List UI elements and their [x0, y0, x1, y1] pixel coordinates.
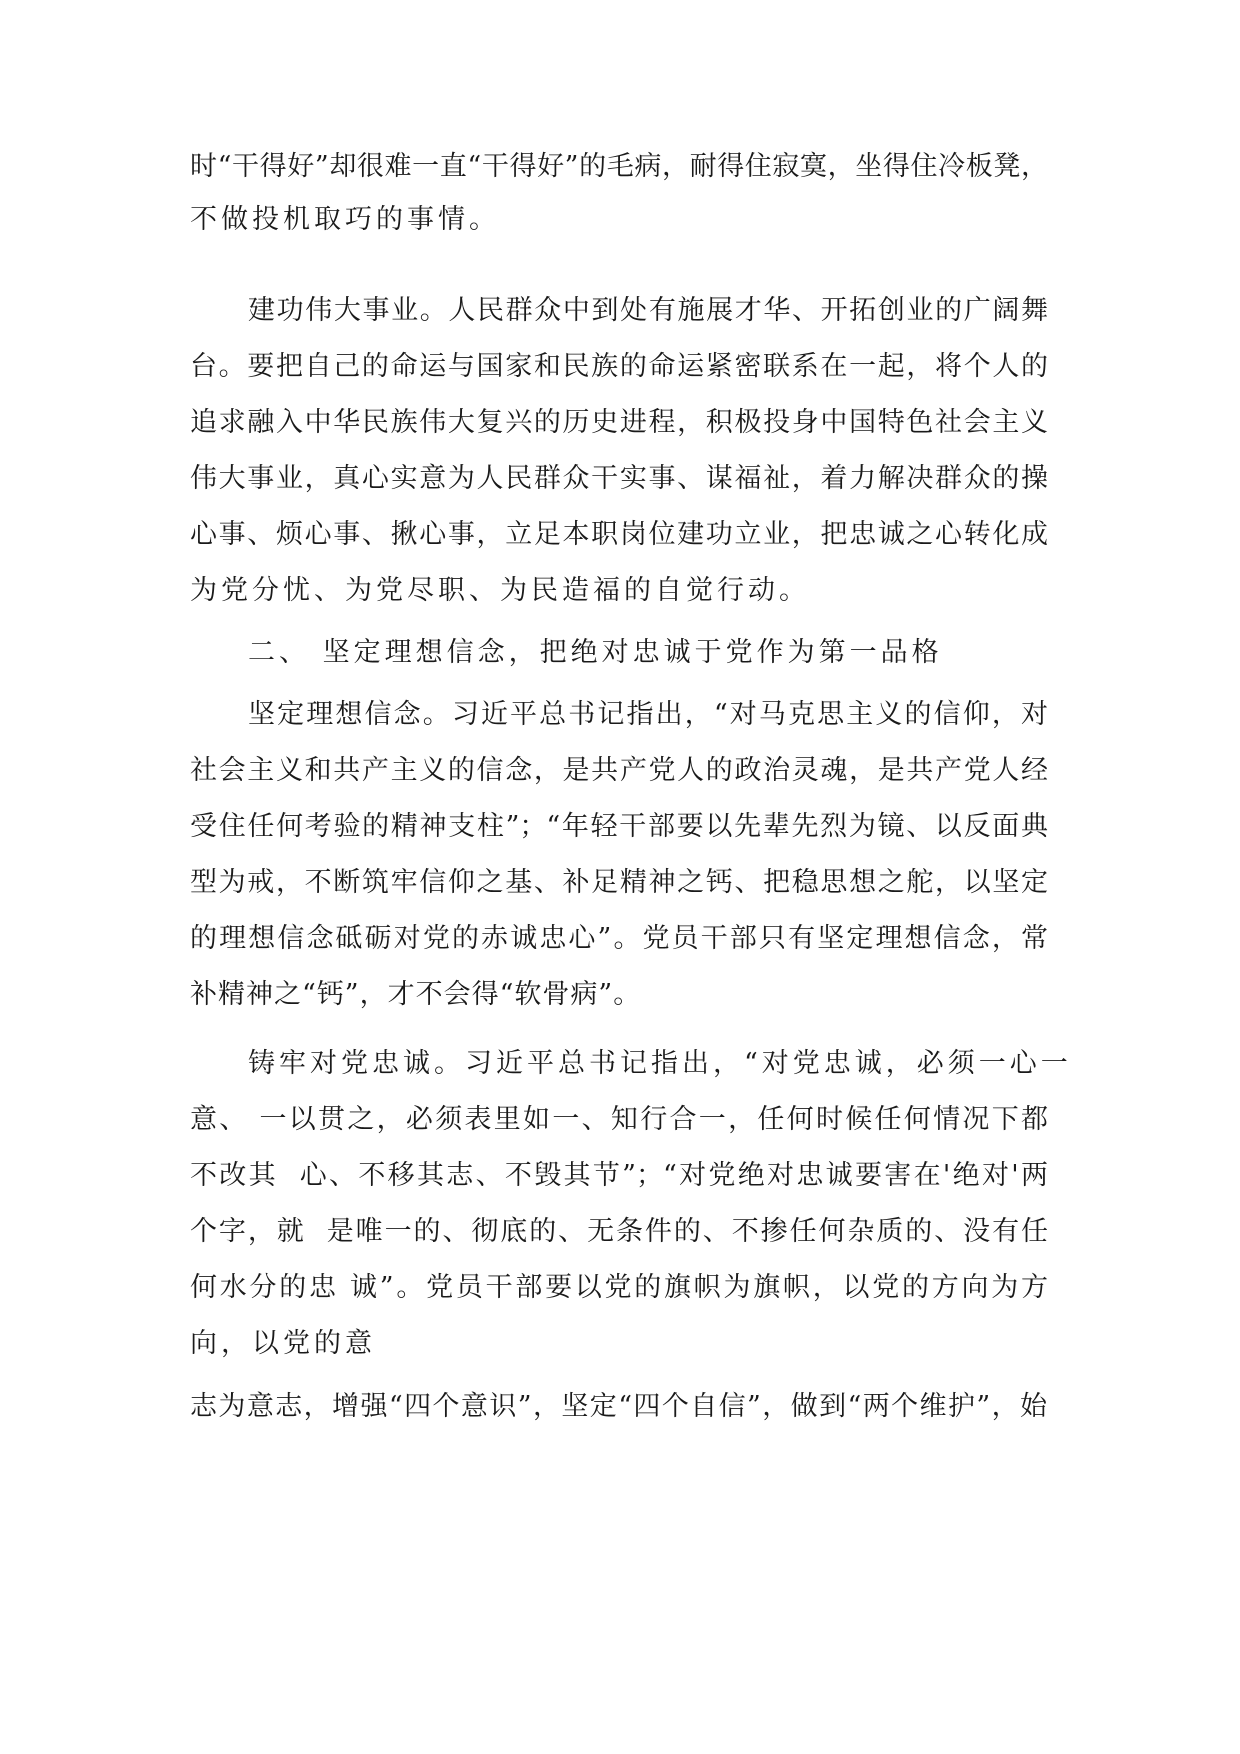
text-line: 心事、烦心事、揪心事，立足本职岗位建功立业，把忠诚之心转化成 [190, 519, 1048, 550]
paragraph-heading-line: 建功伟大事业。人民群众中到处有施展才华、开拓创业的广阔舞 [248, 295, 1048, 326]
text-line: 台。要把自己的命运与国家和民族的命运紧密联系在一起，将个人的 [190, 351, 1048, 382]
text-line: 伟大事业，真心实意为人民群众干实事、谋福祉，着力解决群众的操 [190, 463, 1048, 494]
text-line: 个字，就 是唯一的、彻底的、无条件的、不掺任何杂质的、没有任 [190, 1216, 1048, 1247]
text-line: 补精神之“钙”，才不会得“软骨病”。 [190, 979, 642, 1010]
paragraph-heading-line: 铸牢对党忠诚。习近平总书记指出，“对党忠诚，必须一心一 [248, 1048, 1072, 1079]
text-line: 时“干得好”却很难一直“干得好”的毛病，耐得住寂寞，坐得住冷板凳， [190, 151, 1048, 182]
text-line: 社会主义和共产主义的信念，是共产党人的政治灵魂，是共产党人经 [190, 755, 1048, 786]
section-heading: 二、 坚定理想信念，把绝对忠诚于党作为第一品格 [248, 637, 943, 668]
text-line: 受住任何考验的精神支柱”；“年轻干部要以先辈先烈为镜、以反面典 [190, 811, 1048, 842]
text-line: 志为意志，增强“四个意识”，坚定“四个自信”，做到“两个维护”，始 [190, 1391, 1048, 1422]
text-line: 追求融入中华民族伟大复兴的历史进程，积极投身中国特色社会主义 [190, 407, 1048, 438]
text-line: 的理想信念砥砺对党的赤诚忠心”。党员干部只有坚定理想信念，常 [190, 923, 1048, 954]
text-line: 不做投机取巧的事情。 [190, 204, 500, 235]
text-line: 为党分忧、为党尽职、为民造福的自觉行动。 [190, 575, 810, 606]
text-line: 向，以党的意 [190, 1328, 376, 1359]
text-line: 不改其 心、不移其志、不毁其节”；“对党绝对忠诚要害在'绝对'两 [190, 1160, 1048, 1191]
text-line: 何水分的忠 诚”。党员干部要以党的旗帜为旗帜，以党的方向为方 [190, 1272, 1048, 1303]
text-line: 型为戒，不断筑牢信仰之基、补足精神之钙、把稳思想之舵，以坚定 [190, 867, 1048, 898]
paragraph-heading-line: 坚定理想信念。习近平总书记指出，“对马克思主义的信仰，对 [248, 699, 1048, 730]
text-line: 意、 一以贯之，必须表里如一、知行合一，任何时候任何情况下都 [190, 1104, 1048, 1135]
